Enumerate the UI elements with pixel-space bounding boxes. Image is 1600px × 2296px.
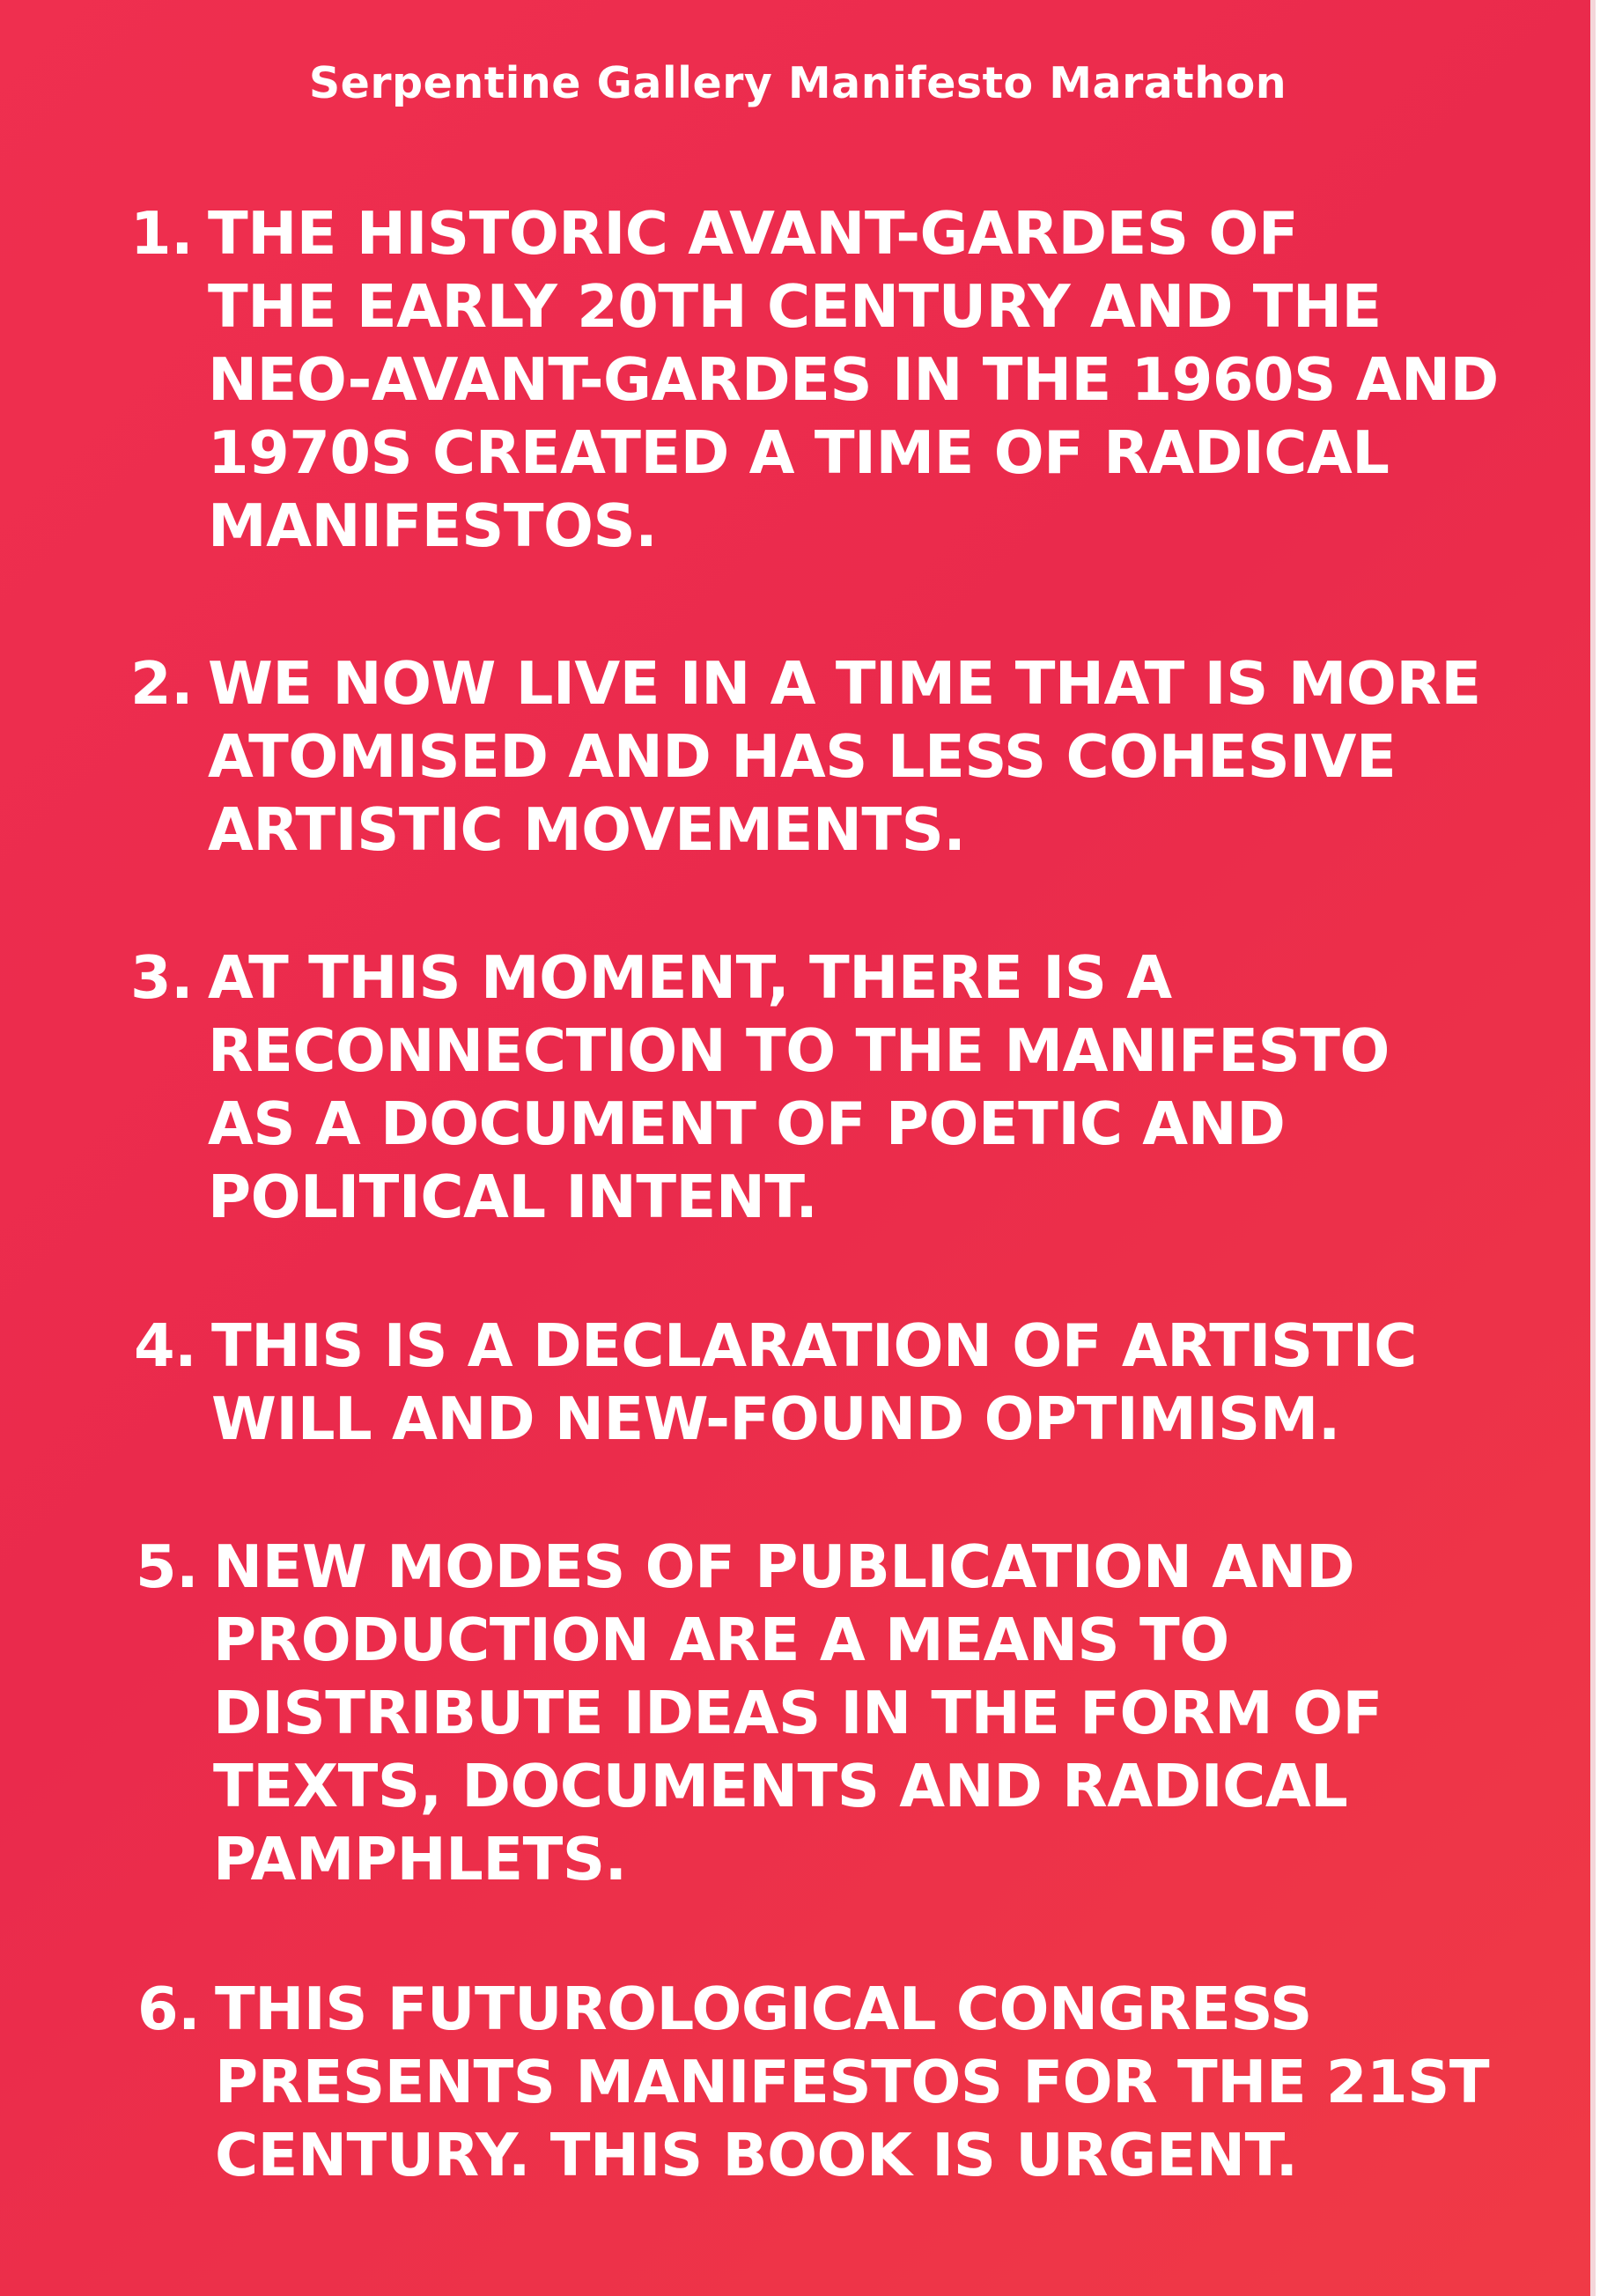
item-number: 6. bbox=[137, 1975, 201, 2043]
item-line: THIS IS A DECLARATION OF ARTISTIC bbox=[211, 1311, 1417, 1380]
item-line: THIS FUTUROLOGICAL CONGRESS bbox=[215, 1975, 1312, 2043]
item-line: NEO-AVANT-GARDES IN THE 1960S AND bbox=[208, 345, 1499, 414]
manifesto-item-6 bbox=[137, 1973, 1546, 2192]
manifesto-item-4 bbox=[134, 1310, 1543, 1456]
page-title: Serpentine Gallery Manifesto Marathon bbox=[308, 58, 1287, 108]
item-number: 4. bbox=[134, 1311, 197, 1380]
item-line: NEW MODES OF PUBLICATION AND bbox=[213, 1532, 1355, 1601]
item-number: 5. bbox=[136, 1532, 199, 1601]
manifesto-item-5 bbox=[136, 1531, 1545, 1896]
item-number: 3. bbox=[130, 943, 194, 1012]
item-line: PRODUCTION ARE A MEANS TO bbox=[213, 1606, 1229, 1674]
item-line: AT THIS MOMENT, THERE IS A bbox=[208, 943, 1172, 1012]
item-line: CENTURY. THIS BOOK IS URGENT. bbox=[215, 2121, 1298, 2189]
item-line: 1970S CREATED A TIME OF RADICAL bbox=[208, 418, 1390, 487]
manifesto-item-1 bbox=[130, 197, 1539, 563]
item-line: ARTISTIC MOVEMENTS. bbox=[208, 795, 966, 864]
item-line: DISTRIBUTE IDEAS IN THE FORM OF bbox=[213, 1679, 1382, 1747]
item-line: PRESENTS MANIFESTOS FOR THE 21ST bbox=[215, 2048, 1490, 2116]
item-line: TEXTS, DOCUMENTS AND RADICAL bbox=[213, 1752, 1348, 1820]
item-line: WILL AND NEW-FOUND OPTIMISM. bbox=[211, 1384, 1340, 1453]
item-line: ATOMISED AND HAS LESS COHESIVE bbox=[208, 722, 1397, 791]
item-number: 1. bbox=[130, 199, 194, 268]
manifesto-item-2 bbox=[130, 647, 1539, 867]
item-line: PAMPHLETS. bbox=[213, 1825, 627, 1894]
item-line: POLITICAL INTENT. bbox=[208, 1163, 818, 1231]
item-number: 2. bbox=[130, 649, 194, 718]
manifesto-item-3 bbox=[130, 941, 1539, 1234]
item-line: THE HISTORIC AVANT-GARDES OF bbox=[208, 199, 1299, 268]
item-line: RECONNECTION TO THE MANIFESTO bbox=[208, 1016, 1390, 1085]
item-line: WE NOW LIVE IN A TIME THAT IS MORE bbox=[208, 649, 1481, 718]
item-line: THE EARLY 20TH CENTURY AND THE bbox=[208, 272, 1382, 341]
item-line: AS A DOCUMENT OF POETIC AND bbox=[208, 1089, 1286, 1158]
item-line: MANIFESTOS. bbox=[208, 491, 658, 560]
